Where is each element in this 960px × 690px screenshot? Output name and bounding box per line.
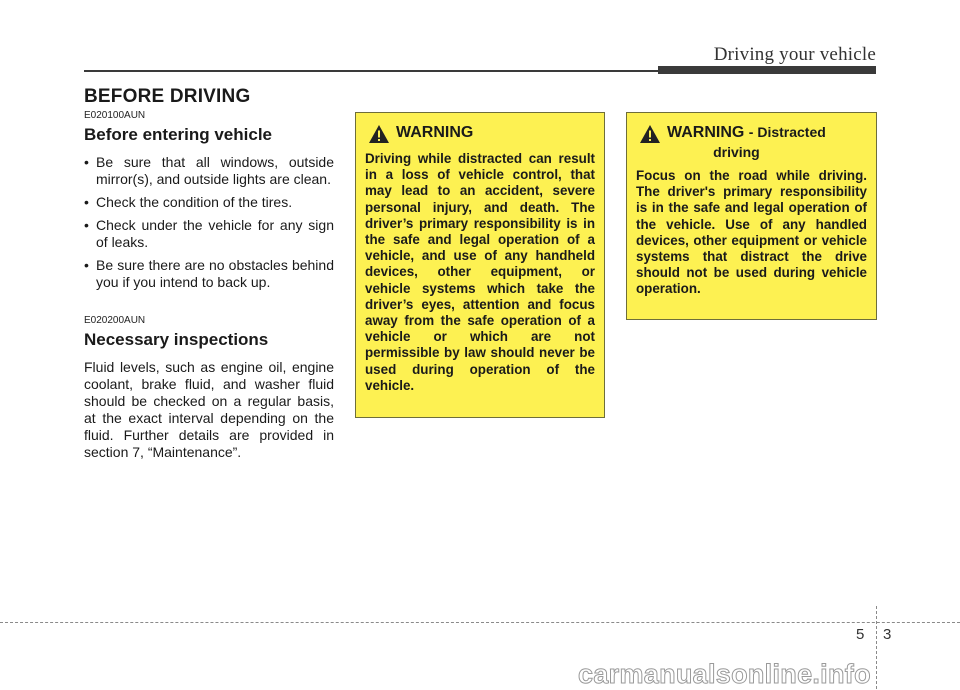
left-column: [84, 110, 334, 461]
warning-body: Driving while distracted can result in a loss of vehicle control, that may lead to an accident, severe personal injury, and death. The driver’s primary responsibility is in the safe and legal operation of a vehicle, and use of any handheld devices, other equipment, or vehicle systems which take the driver’s eyes, attention and focus away from the safe operation of a vehicle or which are not permissible by law should never be used during operation of the vehicle.: [365, 151, 595, 393]
header-bar: [658, 66, 876, 74]
bullet-text: Check under the vehicle for any sign of leaks.: [96, 217, 334, 250]
warning-subtitle: - Distracted: [748, 124, 826, 140]
bullet-text: Be sure there are no obstacles behind you if you intend to back up.: [96, 257, 334, 290]
footer-divider: [876, 606, 877, 689]
section-title: BEFORE DRIVING: [84, 86, 251, 107]
inspections-code: E020200AUN: [84, 315, 146, 326]
header-title: Driving your vehicle: [713, 44, 876, 65]
watermark: carmanualsonline.info: [578, 659, 871, 689]
list-item: [84, 217, 334, 251]
warning-box-distracted: [355, 112, 605, 418]
inspections-title: Necessary inspections: [84, 330, 269, 349]
list-item: [84, 154, 334, 188]
warning-header: [365, 123, 595, 144]
list-item: [84, 257, 334, 291]
warning-box-distracted-driving: [626, 112, 877, 320]
bullet-text: Check the condition of the tires.: [96, 194, 293, 210]
inspections-body: Fluid levels, such as engine oil, engine coolant, brake fluid, and washer fluid should be checked on a regular basis, at the exact interval depending on the fluid. Further details are provided in section 7, “Maintenance”.: [84, 359, 334, 460]
warning-header: [636, 123, 867, 161]
entering-title: Before entering vehicle: [84, 125, 273, 144]
entering-bullet-list: [84, 154, 334, 291]
entering-code: E020100AUN: [84, 110, 146, 121]
bullet-icon: •: [84, 257, 89, 273]
warning-label: WARNING: [667, 124, 745, 141]
warning-body: Focus on the road while driving. The driver's primary responsibility is in the safe and legal operation of the vehicle. Use of any handled devices, other equipment or vehicle systems that distract the drive should not be used during vehicle operation.: [636, 168, 867, 297]
page-section-number: 5: [856, 626, 865, 643]
list-item: [84, 194, 334, 211]
bullet-icon: •: [84, 154, 89, 170]
warning-triangle-icon: [368, 124, 390, 144]
footer-rule: [0, 622, 960, 623]
warning-label: WARNING: [396, 124, 474, 141]
warning-triangle-icon: [639, 124, 661, 144]
warning-subtitle-line2: driving: [713, 144, 760, 160]
bullet-text: Be sure that all windows, outside mirror(s), and outside lights are clean.: [96, 154, 334, 187]
warning-header-text: [667, 123, 826, 161]
page-number: 3: [883, 626, 892, 643]
bullet-icon: •: [84, 194, 89, 210]
bullet-icon: •: [84, 217, 89, 233]
